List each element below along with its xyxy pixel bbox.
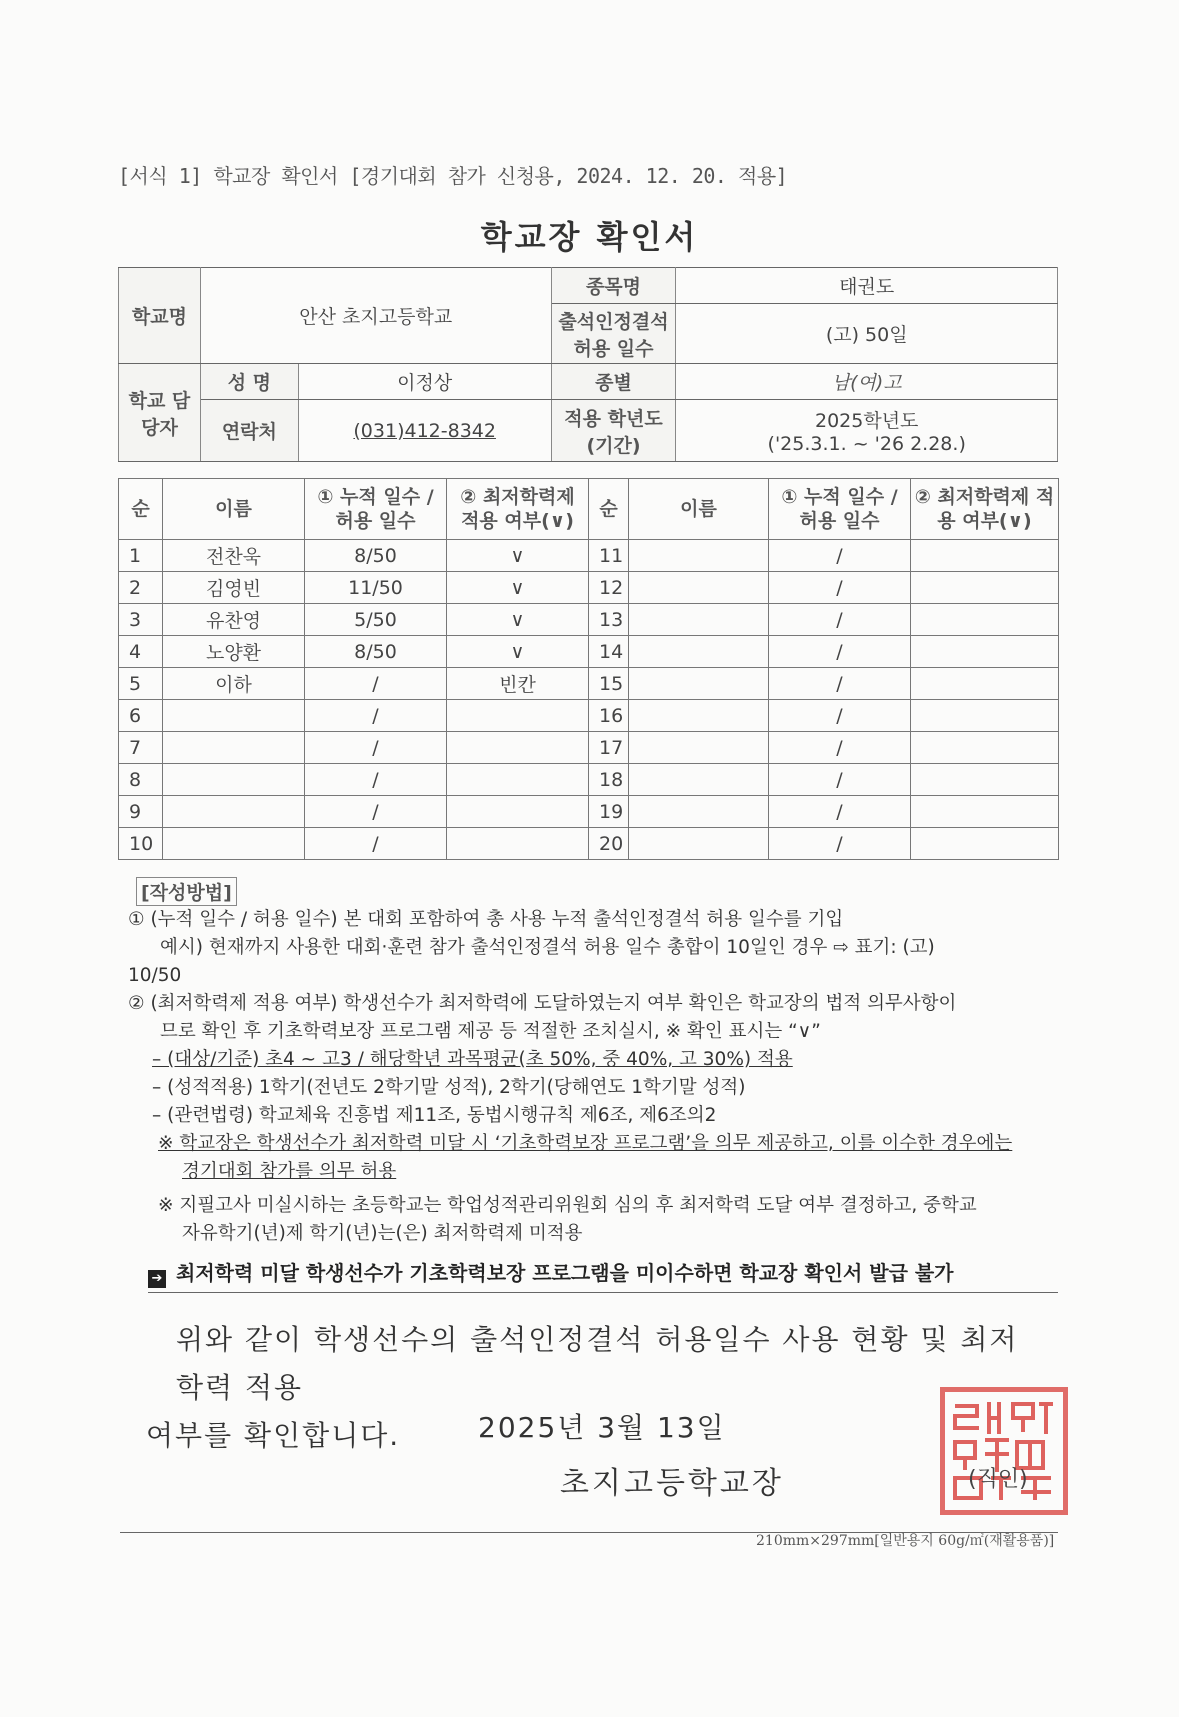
contact-phone: (031)412-8342 xyxy=(353,419,496,442)
principal-title: 초지고등학교장 xyxy=(560,1466,784,1501)
row-days: / xyxy=(305,700,447,732)
notice-line xyxy=(148,1257,1058,1293)
row-name: 유찬영 xyxy=(163,604,305,636)
roster-body xyxy=(119,540,1059,860)
row-academic: ∨ xyxy=(447,636,589,668)
row-name xyxy=(629,668,769,700)
row-days: / xyxy=(305,732,447,764)
sport-value: 태권도 xyxy=(676,268,1058,304)
table-row xyxy=(119,572,1059,604)
col-header-academic: ② 최저학력제 적용 여부(∨) xyxy=(447,479,589,540)
year-cell xyxy=(676,400,1058,462)
row-name xyxy=(629,540,769,572)
school-info-table xyxy=(118,267,1058,462)
instructions xyxy=(128,906,1058,1248)
row-name xyxy=(163,700,305,732)
row-days: / xyxy=(769,764,911,796)
note-1-example-cont: 10/50 xyxy=(128,965,182,986)
row-academic xyxy=(911,764,1059,796)
official-seal-stamp xyxy=(940,1387,1068,1515)
col-header-days: ① 누적 일수 / 허용 일수 xyxy=(305,479,447,540)
row-name: 전찬욱 xyxy=(163,540,305,572)
row-seq: 15 xyxy=(589,668,629,700)
col-header-seq: 순 xyxy=(119,479,163,540)
row-name xyxy=(163,796,305,828)
row-name xyxy=(163,828,305,860)
row-name: 김영빈 xyxy=(163,572,305,604)
manager-label: 학교 담당자 xyxy=(119,364,201,462)
row-academic xyxy=(911,540,1059,572)
row-name: 이하 xyxy=(163,668,305,700)
row-academic xyxy=(911,700,1059,732)
manager-name: 이정상 xyxy=(298,364,551,400)
row-name xyxy=(629,700,769,732)
row-days: / xyxy=(305,796,447,828)
row-academic xyxy=(447,828,589,860)
row-name xyxy=(629,764,769,796)
table-row xyxy=(119,668,1059,700)
form-label: [서식 1] 학교장 확인서 [경기대회 참가 신청용, 2024. 12. 20. 적용] xyxy=(118,164,788,188)
col-header-days: ① 누적 일수 / 허용 일수 xyxy=(769,479,911,540)
year-label: 적용 학년도 (기간) xyxy=(551,400,676,462)
page-title: 학교장 확인서 xyxy=(480,218,699,256)
row-seq: 14 xyxy=(589,636,629,668)
col-header-academic: ② 최저학력제 적용 여부(∨) xyxy=(911,479,1059,540)
row-seq: 9 xyxy=(119,796,163,828)
row-academic: 빈칸 xyxy=(447,668,589,700)
row-academic: ∨ xyxy=(447,540,589,572)
row-days: 8/50 xyxy=(305,636,447,668)
row-days: / xyxy=(769,732,911,764)
notice-text: 최저학력 미달 학생선수가 기초학력보장 프로그램을 미이수하면 학교장 확인서 발급 불가 xyxy=(176,1261,954,1285)
row-days: / xyxy=(769,572,911,604)
row-seq: 3 xyxy=(119,604,163,636)
row-academic xyxy=(911,636,1059,668)
confirm-line-2: 여부를 확인합니다. xyxy=(146,1419,401,1452)
row-academic xyxy=(911,572,1059,604)
note-criteria: – (대상/기준) 초4 ~ 고3 / 해당학년 과목평균(초 50%, 중 40%, 고 30%) 적용 xyxy=(152,1049,793,1070)
row-name xyxy=(629,572,769,604)
row-days: / xyxy=(305,668,447,700)
row-seq: 7 xyxy=(119,732,163,764)
confirm-line-1: 위와 같이 학생선수의 출석인정결석 허용일수 사용 현황 및 최저학력 적용 xyxy=(176,1323,1019,1404)
table-row xyxy=(119,764,1059,796)
sport-label: 종목명 xyxy=(551,268,676,304)
method-tag: [작성방법] xyxy=(136,877,237,906)
row-name xyxy=(629,828,769,860)
note-2-cont: 므로 확인 후 기초학력보장 프로그램 제공 등 적절한 조치실시, ※ 확인 표시는 “∨” xyxy=(160,1021,821,1042)
row-seq: 1 xyxy=(119,540,163,572)
col-header-name: 이름 xyxy=(629,479,769,540)
row-seq: 19 xyxy=(589,796,629,828)
row-name xyxy=(629,636,769,668)
row-seq: 16 xyxy=(589,700,629,732)
row-seq: 6 xyxy=(119,700,163,732)
note-elementary-cont: 자유학기(년)제 학기(년)는(은) 최저학력제 미적용 xyxy=(182,1223,583,1244)
note-principal-duty-cont: 경기대회 참가를 의무 허용 xyxy=(182,1161,397,1182)
row-days: 11/50 xyxy=(305,572,447,604)
table-row xyxy=(119,540,1059,572)
row-name xyxy=(629,796,769,828)
row-days: 8/50 xyxy=(305,540,447,572)
row-name xyxy=(629,732,769,764)
allowed-days-value: (고) 50일 xyxy=(676,304,1058,364)
note-1-example: 예시) 현재까지 사용한 대회·훈련 참가 출석인정결석 허용 일수 총합이 10일인 경우 ⇨ 표기: (고) xyxy=(160,937,935,958)
school-label: 학교명 xyxy=(119,268,201,364)
issue-date: 2025년 3월 13일 xyxy=(478,1411,726,1444)
row-days: / xyxy=(305,764,447,796)
row-seq: 11 xyxy=(589,540,629,572)
row-academic xyxy=(911,732,1059,764)
year-value: 2025학년도 xyxy=(815,410,919,432)
row-academic xyxy=(447,732,589,764)
row-seq: 12 xyxy=(589,572,629,604)
note-2: ② (최저학력제 적용 여부) 학생선수가 최저학력에 도달하였는지 여부 확인은 학교장의 법적 의무사항이 xyxy=(128,993,957,1014)
contact-value xyxy=(298,400,551,462)
note-principal-duty: ※ 학교장은 학생선수가 최저학력 미달 시 ‘기초학력보장 프로그램’을 의무 제공하고, 이를 이수한 경우에는 xyxy=(158,1133,1013,1154)
row-seq: 17 xyxy=(589,732,629,764)
table-row xyxy=(119,636,1059,668)
school-value: 안산 초지고등학교 xyxy=(200,268,551,364)
arrow-box-icon: ➔ xyxy=(148,1270,166,1288)
row-days: / xyxy=(769,828,911,860)
row-seq: 20 xyxy=(589,828,629,860)
note-1: ① (누적 일수 / 허용 일수) 본 대회 포함하여 총 사용 누적 출석인정결석 허용 일수를 기입 xyxy=(128,909,844,930)
row-days: 5/50 xyxy=(305,604,447,636)
athlete-roster-table xyxy=(118,478,1059,860)
table-row xyxy=(119,796,1059,828)
row-academic xyxy=(447,796,589,828)
gender-label: 종별 xyxy=(551,364,676,400)
row-days: / xyxy=(769,668,911,700)
row-academic: ∨ xyxy=(447,572,589,604)
row-academic xyxy=(447,700,589,732)
note-law: – (관련법령) 학교체육 진흥법 제11조, 동법시행규칙 제6조, 제6조의2 xyxy=(152,1105,717,1126)
col-header-seq: 순 xyxy=(589,479,629,540)
paper-spec: 210mm×297mm[일반용지 60g/㎡(재활용품)] xyxy=(756,1533,1055,1549)
table-row xyxy=(119,700,1059,732)
year-period: ('25.3.1. ~ '26 2.28.) xyxy=(767,433,966,455)
row-academic xyxy=(911,604,1059,636)
row-days: / xyxy=(305,828,447,860)
row-name: 노양환 xyxy=(163,636,305,668)
table-row xyxy=(119,604,1059,636)
row-days: / xyxy=(769,636,911,668)
row-days: / xyxy=(769,796,911,828)
row-seq: 13 xyxy=(589,604,629,636)
row-seq: 10 xyxy=(119,828,163,860)
row-seq: 8 xyxy=(119,764,163,796)
allowed-days-label: 출석인정결석 허용 일수 xyxy=(551,304,676,364)
row-name xyxy=(629,604,769,636)
table-row xyxy=(119,828,1059,860)
row-name xyxy=(163,764,305,796)
row-seq: 18 xyxy=(589,764,629,796)
contact-label: 연락처 xyxy=(200,400,298,462)
row-academic xyxy=(911,828,1059,860)
name-label: 성 명 xyxy=(200,364,298,400)
note-grades: – (성적적용) 1학기(전년도 2학기말 성적), 2학기(당해연도 1학기말 성적) xyxy=(152,1077,746,1098)
note-elementary: ※ 지필고사 미실시하는 초등학교는 학업성적관리위원회 심의 후 최저학력 도달 여부 결정하고, 중학교 xyxy=(158,1195,977,1216)
gender-value: 남(여)고 xyxy=(676,364,1058,400)
row-academic xyxy=(911,796,1059,828)
row-seq: 4 xyxy=(119,636,163,668)
table-row xyxy=(119,732,1059,764)
row-name xyxy=(163,732,305,764)
row-seq: 5 xyxy=(119,668,163,700)
row-days: / xyxy=(769,604,911,636)
row-academic: ∨ xyxy=(447,604,589,636)
row-academic xyxy=(447,764,589,796)
row-academic xyxy=(911,668,1059,700)
col-header-name: 이름 xyxy=(163,479,305,540)
row-days: / xyxy=(769,700,911,732)
seal-label: (직인) xyxy=(968,1467,1028,1492)
row-seq: 2 xyxy=(119,572,163,604)
row-days: / xyxy=(769,540,911,572)
